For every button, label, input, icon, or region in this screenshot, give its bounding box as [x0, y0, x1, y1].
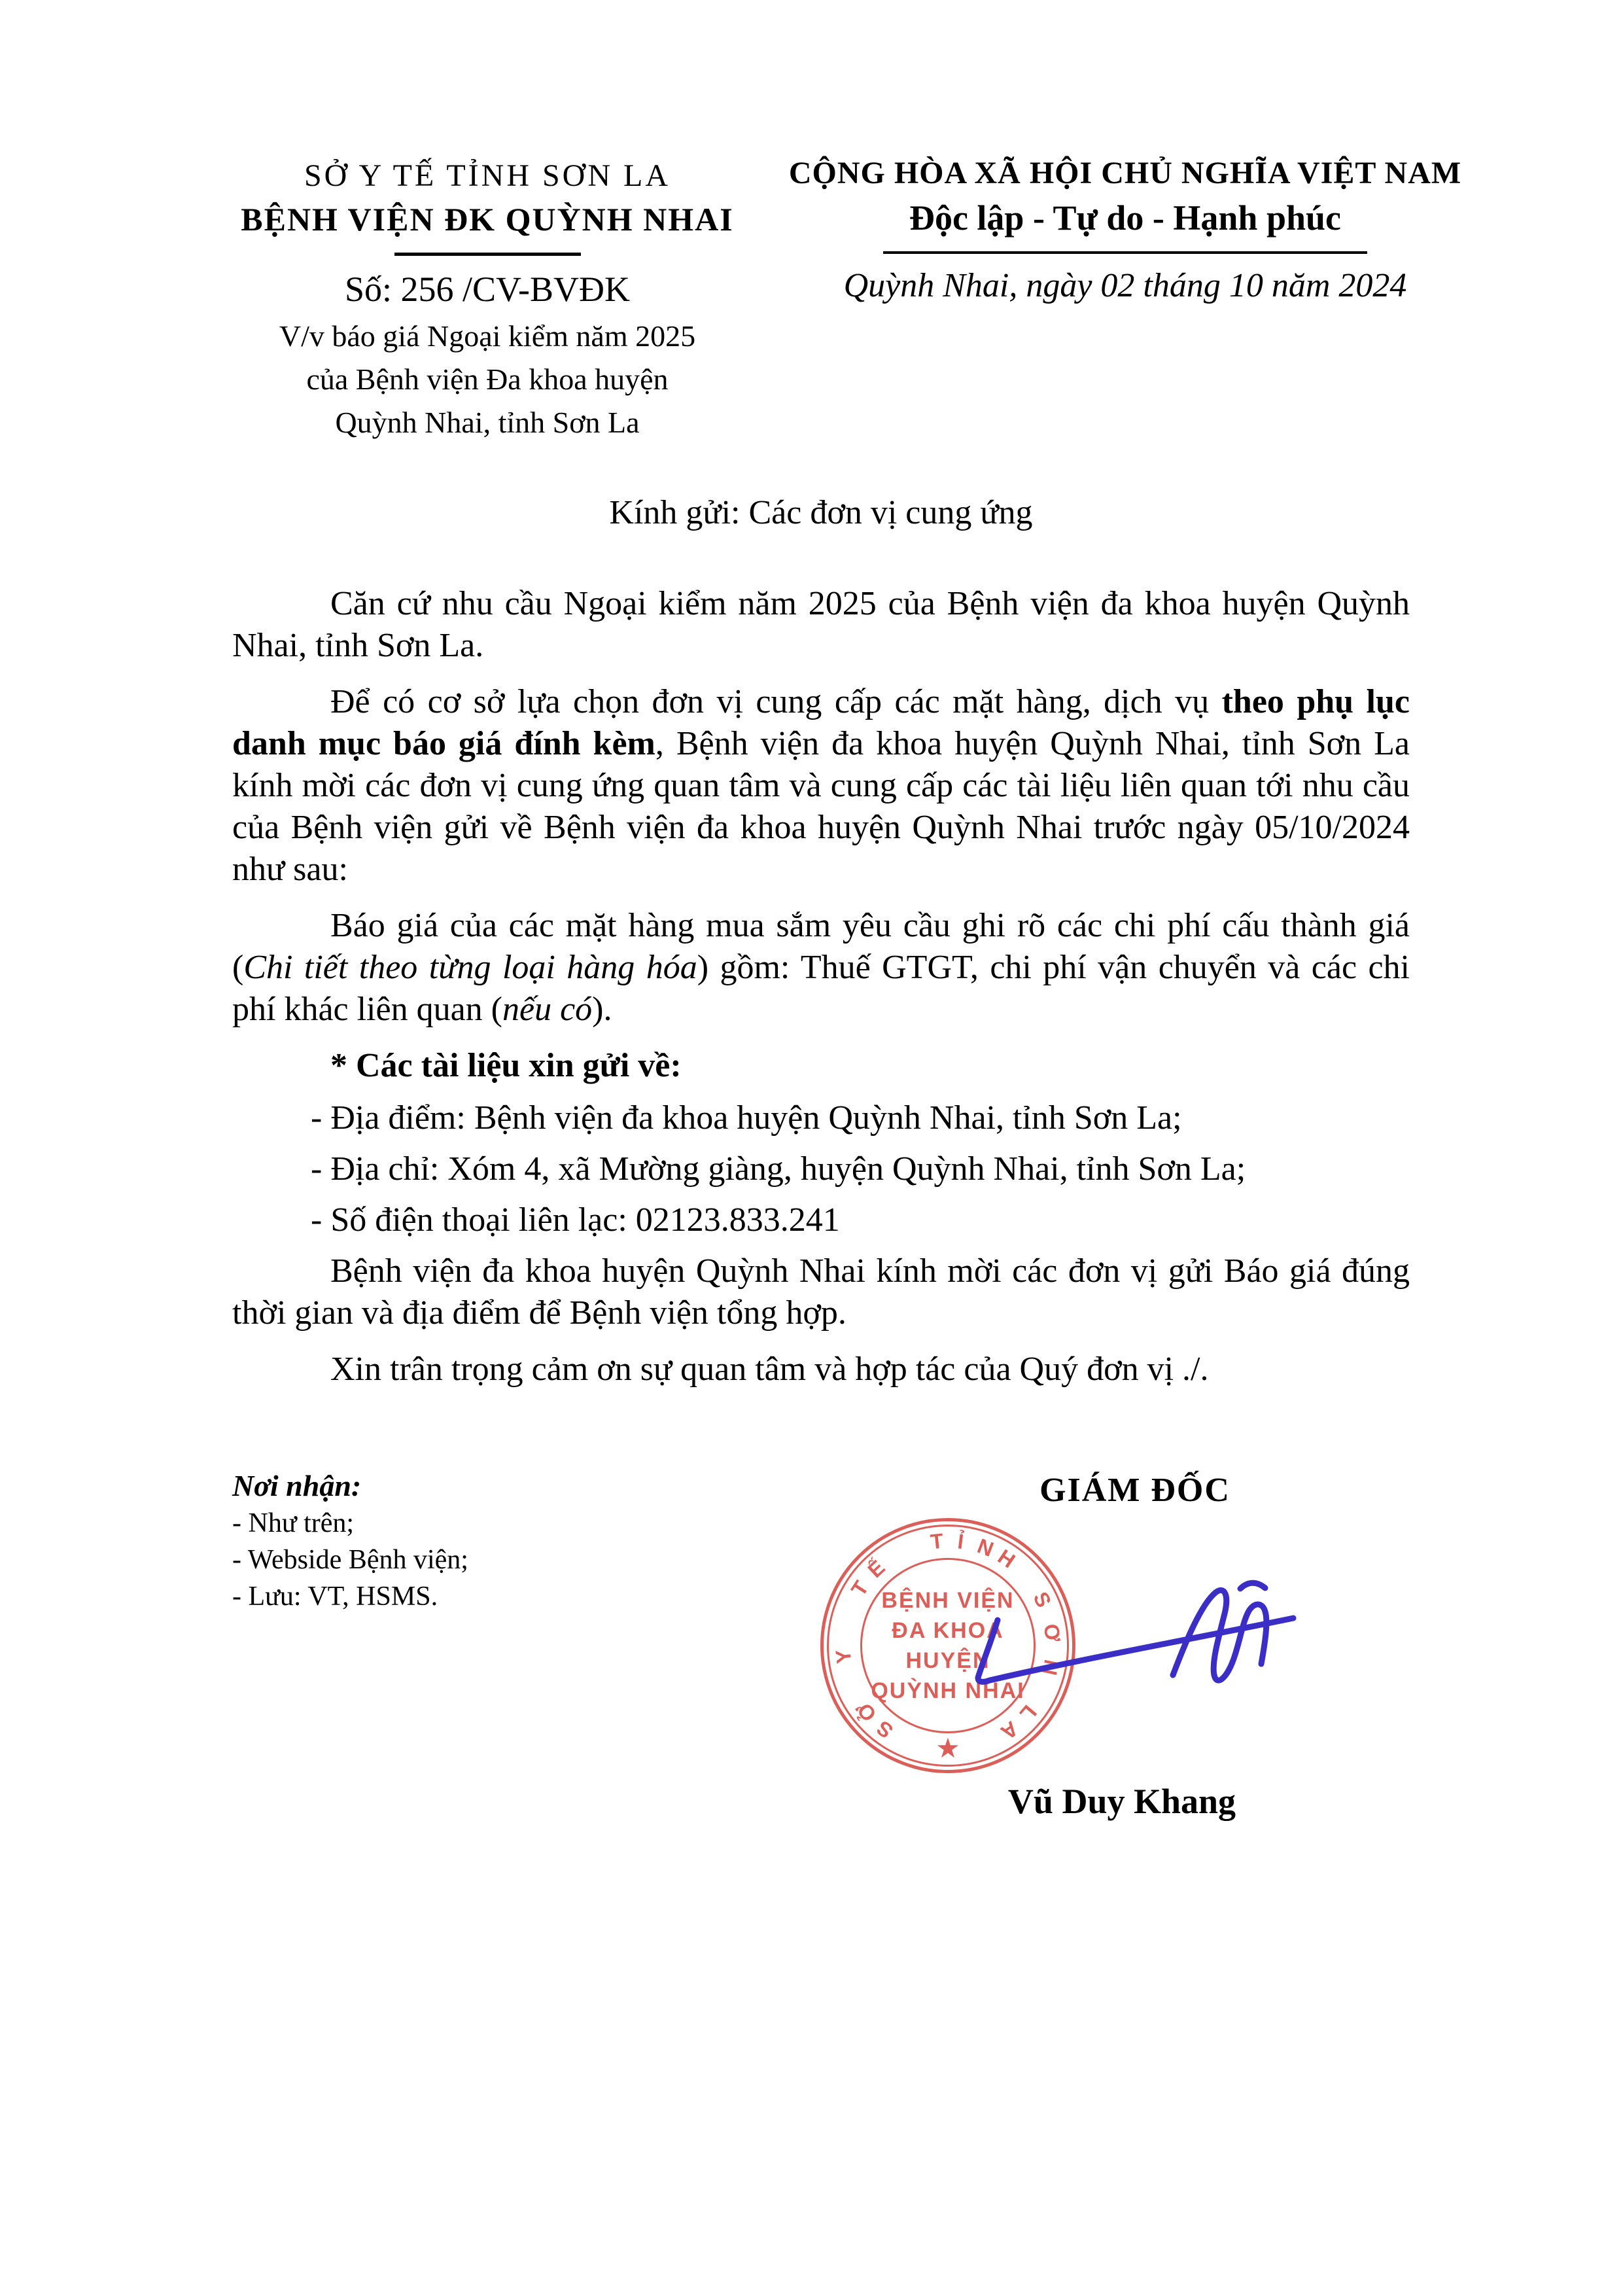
- salutation: Kính gửi: Các đơn vị cung ứng: [609, 494, 1033, 531]
- recipient-item: - Lưu: VT, HSMS.: [232, 1581, 438, 1612]
- signature-stroke: [978, 1618, 1293, 1682]
- stamp-ring-letter: T: [929, 1528, 945, 1554]
- recipient-item: - Như trên;: [232, 1508, 355, 1538]
- letter-body: [232, 492, 1410, 1405]
- paragraph-bold-text: theo phụ lục danh mục báo giá đính kèm: [232, 683, 1410, 762]
- signature-scribble: [949, 1557, 1341, 1734]
- recipients-heading: Nơi nhận:: [232, 1469, 362, 1502]
- stamp-ring-letter: A: [996, 1716, 1023, 1745]
- subject-line: của Bệnh viện Đa khoa huyện: [306, 362, 669, 396]
- signer-title: GIÁM ĐỐC: [1039, 1472, 1230, 1509]
- list-item-address: - Địa chỉ: Xóm 4, xã Mường giàng, huyện Quỳnh Nhai, tỉnh Sơn La;: [311, 1150, 1246, 1188]
- stamp-text-line: BỆNH VIỆN: [881, 1588, 1015, 1613]
- stamp-ring-letter: S: [1028, 1588, 1056, 1612]
- place-date-line: Quỳnh Nhai, ngày 02 tháng 10 năm 2024: [843, 267, 1407, 304]
- list-item-phone: - Số điện thoại liên lạc: 02123.833.241: [311, 1201, 840, 1239]
- paragraph-text: Để có cơ sở lựa chọn đơn vị cung cấp các mặt hàng, dịch vụ: [330, 683, 1222, 720]
- paragraph-deadline: Bệnh viện đa khoa huyện Quỳnh Nhai kính mời các đơn vị gửi Báo giá đúng thời gian và địa điểm để Bệnh viện tổng hợp.: [232, 1252, 1410, 1332]
- stamp-text-line: HUYỆN: [905, 1648, 990, 1673]
- national-title: CỘNG HÒA XÃ HỘI CHỦ NGHĨA VIỆT NAM: [788, 156, 1462, 190]
- subject-line: Quỳnh Nhai, tỉnh Sơn La: [335, 406, 640, 439]
- national-motto: Độc lập - Tự do - Hạnh phúc: [909, 198, 1342, 238]
- document-number: Số: 256 /CV-BVĐK: [344, 270, 631, 309]
- stamp-ring-letter: Ỉ: [956, 1529, 966, 1554]
- paragraph-quote-requirements: [232, 905, 1410, 1031]
- stamp-text-line: ĐA KHOA: [892, 1618, 1004, 1643]
- documents-heading: * Các tài liệu xin gửi về:: [330, 1047, 682, 1084]
- list-item-location: - Địa điểm: Bệnh viện đa khoa huyện Quỳnh Nhai, tỉnh Sơn La;: [311, 1099, 1182, 1137]
- divider: [883, 251, 1367, 254]
- issuing-agency-block: [209, 156, 765, 444]
- stamp-ring-letter: Ơ: [1039, 1622, 1065, 1644]
- divider: [394, 253, 581, 256]
- paragraph-italic-text: nếu có: [502, 991, 593, 1028]
- stamp-ring-letter: N: [1037, 1657, 1064, 1678]
- stamp-ring-letter: Y: [831, 1648, 856, 1665]
- paragraph-italic-text: Chi tiết theo từng loại hàng hóa: [243, 949, 697, 986]
- paragraph-text: ) gồm: Thuế GTGT, chi phí vận chuyển và các chi phí khác liên quan (: [232, 949, 1410, 1028]
- signature-stroke: [1240, 1583, 1265, 1589]
- paragraph-text: ).: [592, 991, 612, 1028]
- subject-line: V/v báo giá Ngoại kiểm năm 2025: [279, 319, 696, 353]
- signer-name: Vũ Duy Khang: [1007, 1782, 1236, 1821]
- stamp-ring-letter: N: [974, 1534, 997, 1562]
- national-header-block: [765, 153, 1485, 306]
- paragraph-text: Báo giá của các mặt hàng mua sắm yêu cầu ghi rõ các chi phí cấu thành giá (: [232, 907, 1410, 986]
- parent-department: SỞ Y TẾ TỈNH SƠN LA: [304, 158, 671, 193]
- organization-name: BỆNH VIỆN ĐK QUỲNH NHAI: [241, 201, 734, 238]
- stamp-ring-letter: Ở: [851, 1697, 881, 1726]
- stamp-ring-letter: S: [872, 1716, 898, 1743]
- recipient-item: - Webside Bệnh viện;: [232, 1545, 468, 1575]
- stamp-ring-letter: Ế: [863, 1555, 890, 1583]
- signature-stroke: [1173, 1590, 1266, 1680]
- stamp-ring-letter: L: [1015, 1701, 1042, 1726]
- recipients-block: [232, 1467, 468, 1615]
- paragraph-invitation: [232, 681, 1410, 891]
- document-subject: [209, 315, 765, 444]
- stamp-ring-letter: T: [846, 1576, 873, 1600]
- paragraph-closing: Xin trân trọng cảm ơn sự quan tâm và hợp tác của Quý đơn vị ./.: [330, 1351, 1209, 1388]
- star-icon: ★: [935, 1734, 960, 1764]
- stamp-ring-letter: H: [994, 1544, 1020, 1573]
- stamp-text-line: QUỲNH NHAI: [871, 1678, 1025, 1703]
- paragraph-basis: Căn cứ nhu cầu Ngoại kiểm năm 2025 của Bệnh viện đa khoa huyện Quỳnh Nhai, tỉnh Sơn La.: [232, 585, 1410, 664]
- paragraph-text: , Bệnh viện đa khoa huyện Quỳnh Nhai, tỉnh Sơn La kính mời các đơn vị cung ứng quan tâm và cung cấp các tài liệu liên quan tới nhu cầu của Bệnh viện gửi về Bệnh viện đa khoa huyện Quỳnh Nhai trước ngày 05/10/2024 như sau:: [232, 725, 1410, 888]
